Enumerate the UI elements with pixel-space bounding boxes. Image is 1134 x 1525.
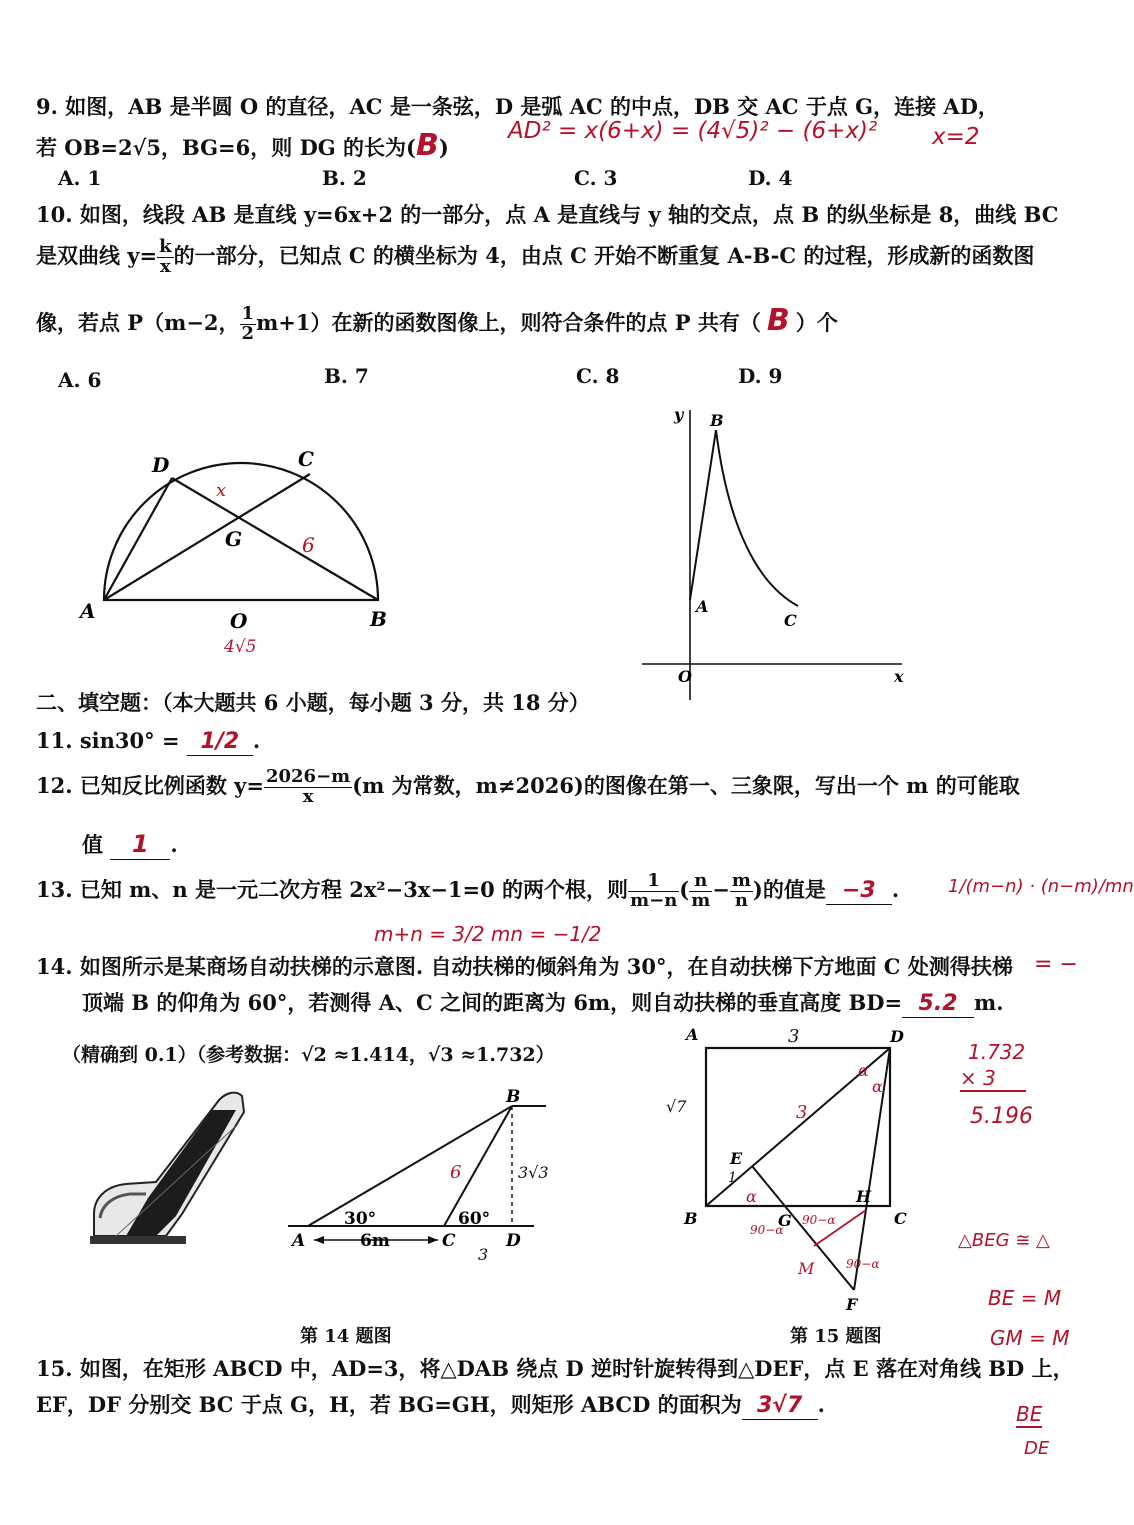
fig14-caption: 第 14 题图	[300, 1326, 392, 1347]
q10-line3	[36, 303, 838, 344]
fig15-hw-alpha-1: α	[858, 1061, 869, 1080]
fig14-hw-3root3: 3√3	[518, 1163, 549, 1182]
q9-option-d: D. 4	[748, 166, 793, 190]
q13-f2-bot: m	[691, 889, 711, 911]
fig15-label-a: A	[686, 1025, 699, 1044]
fig15-hw-m: M	[798, 1259, 815, 1278]
escalator-illustration	[86, 1086, 256, 1252]
q14-line2	[82, 990, 1004, 1018]
q10-answer-hw: B	[766, 303, 790, 338]
fig15-label-f: F	[846, 1295, 858, 1314]
q12-fraction	[264, 768, 352, 807]
q10-line3-b: m+1）在新的函数图像上，则符合条件的点 P 共有（	[256, 310, 761, 335]
segment-ac	[104, 474, 310, 600]
q15-end: .	[817, 1392, 825, 1417]
q12-answer-hw: 1	[131, 830, 149, 858]
q12-frac-bot: x	[302, 785, 314, 807]
q9-answer-hw: B	[415, 128, 439, 163]
q13-frac2	[689, 872, 712, 911]
fig9-label-g: G	[225, 527, 243, 551]
q13-f1-bot: m−n	[630, 889, 678, 911]
fig9-label-b: B	[370, 607, 387, 631]
fig9-hw-4root5: 4√5	[224, 637, 257, 657]
q14-line1: 14. 如图所示是某商场自动扶梯的示意图. 自动扶梯的倾斜角为 30°，在自动扶梯下方地面 C 处测得扶梯	[36, 954, 1013, 979]
q15-margin-hw-2: BE = M	[988, 1286, 1062, 1310]
fig10-label-c: C	[784, 611, 797, 630]
fig15-hw-3-top: 3	[788, 1026, 800, 1047]
q10-option-d: D. 9	[738, 364, 783, 388]
q14-line2-end: m.	[974, 990, 1004, 1015]
segment-ab	[690, 430, 716, 600]
fig15-hw-alpha-2: α	[872, 1077, 883, 1096]
q10-frac2-top: 1	[241, 303, 255, 325]
figure-q14-triangle	[284, 1086, 550, 1266]
q11-answer-hw: 1/2	[200, 729, 240, 754]
fig14-label-30: 30°	[344, 1209, 377, 1229]
q9-option-a: A. 1	[58, 166, 102, 190]
fig9-label-c: C	[298, 447, 314, 471]
escalator-steps	[126, 1110, 236, 1236]
q13-end: .	[891, 876, 900, 902]
q13-margin-hw: 1/(m−n) · (n−m)/mn	[948, 876, 1134, 897]
q14-answer-hw: 5.2	[918, 991, 958, 1016]
fig10-label-b: B	[710, 411, 724, 430]
fig15-hw-alpha-3: α	[746, 1187, 757, 1206]
q10-fraction-half	[240, 305, 257, 344]
q12-blank	[110, 830, 170, 860]
q14-calc-hw-1: 1.732	[968, 1040, 1026, 1064]
curve-bc	[716, 430, 798, 606]
q11-end: .	[252, 728, 261, 753]
fig15-label-h: H	[856, 1187, 872, 1206]
fig15-hw-90a-1: 90−α	[750, 1223, 784, 1237]
escalator-base	[90, 1236, 186, 1244]
fig15-hw-1: 1	[728, 1170, 737, 1186]
fig14-hw-6: 6	[450, 1162, 462, 1183]
figure-q9-semicircle	[70, 440, 430, 660]
fig9-hw-x: x	[216, 480, 227, 501]
q13-text-a: 13. 已知 m、n 是一元二次方程 2x²−3x−1=0 的两个根，则	[36, 876, 629, 902]
q15-line2	[36, 1392, 825, 1420]
q10-line2-a: 是双曲线 y=	[36, 242, 158, 268]
q12-line2	[82, 830, 178, 860]
fig14-label-6m: 6m	[360, 1231, 390, 1251]
fig15-hw-90a-2: 90−α	[802, 1213, 836, 1227]
figure-q15-rectangle	[660, 1020, 940, 1320]
q13-f3-bot: n	[734, 889, 748, 911]
q9-option-b: B. 2	[322, 166, 367, 190]
fig14-label-60: 60°	[458, 1209, 491, 1229]
q12-line1	[36, 768, 1020, 807]
q10-option-b: B. 7	[324, 364, 369, 388]
q15-line1: 15. 如图，在矩形 ABCD 中，AD=3，将△DAB 绕点 D 逆时针旋转得到△DEF，点 E 落在对角线 BD 上，	[36, 1356, 1074, 1381]
q11-text: 11. sin30° =	[36, 728, 180, 753]
q13-frac1	[628, 872, 679, 911]
q10-fraction-k-x	[157, 238, 173, 277]
fig15-hw-root7: √7	[666, 1097, 687, 1116]
fig14-hw-3: 3	[478, 1245, 489, 1264]
q15-margin-hw-4: BE	[1016, 1402, 1043, 1426]
q9-work-hw: AD² = x(6+x) = (4√5)² − (6+x)²	[508, 118, 878, 144]
q12-end: .	[170, 832, 178, 857]
q10-line1: 10. 如图，线段 AB 是直线 y=6x+2 的一部分，点 A 是直线与 y 轴的交点，点 B 的纵坐标是 8，曲线 BC	[36, 202, 1059, 227]
fig15-caption: 第 15 题图	[790, 1326, 882, 1347]
q12-line2-text: 值	[82, 832, 103, 857]
q15-margin-hw-3: GM = M	[990, 1326, 1070, 1350]
q11-blank	[187, 728, 253, 756]
q14-calc-hw-2: × 3	[960, 1066, 1026, 1092]
q15-line2-text: EF，DF 分别交 BC 于点 G，H，若 BG=GH，则矩形 ABCD 的面积为	[36, 1392, 742, 1417]
fig15-label-g: G	[778, 1211, 792, 1230]
fig10-label-o: O	[678, 667, 692, 686]
fig15-label-b: B	[684, 1209, 698, 1228]
q9-line2-text: 若 OB=2√5，BG=6，则 DG 的长为(	[36, 135, 416, 160]
q11-line	[36, 728, 260, 756]
q9-line2	[36, 128, 449, 164]
q14-margin-hw: = −	[1034, 952, 1078, 977]
arrow-right	[428, 1236, 438, 1244]
q9-work-hw2: x=2	[932, 124, 980, 150]
figure-q10-graph	[630, 400, 920, 700]
q13-f1-top: 1	[628, 872, 679, 892]
fig10-label-a: A	[696, 597, 709, 616]
q9-line1: 9. 如图，AB 是半圆 O 的直径，AC 是一条弦，D 是弧 AC 的中点，DB 交 AC 于点 G，连接 AD，	[36, 94, 999, 119]
section-2-heading: 二、填空题：（本大题共 6 小题，每小题 3 分，共 18 分）	[36, 690, 590, 715]
fig15-label-c: C	[894, 1209, 907, 1228]
q10-frac-bot: x	[159, 255, 171, 277]
q12-line1-a: 12. 已知反比例函数 y=	[36, 772, 264, 798]
q10-frac-top: k	[159, 236, 172, 257]
segment-ab-escalator	[308, 1106, 512, 1226]
fig14-label-b: B	[506, 1087, 521, 1107]
q13-text-b: 的值是	[762, 876, 826, 902]
q10-line3-a: 像，若点 P（m−2，	[36, 310, 240, 335]
q15-margin-hw-5: DE	[1024, 1438, 1050, 1459]
fig9-label-o: O	[230, 609, 248, 633]
q13-answer-hw: −3	[841, 877, 876, 903]
q13-line: 13. 已知 m、n 是一元二次方程 2x²−3x−1=0 的两个根，则 $\frac{1}{m-n}$ ( $\frac{n}{m}$ − $\frac{m}{n}$ )的值是 −3 .	[36, 870, 900, 911]
q13-blank	[826, 877, 892, 905]
q14-calc-hw-3: 5.196	[970, 1104, 1033, 1129]
q14-line2-text: 顶端 B 的仰角为 60°，若测得 A、C 之间的距离为 6m，则自动扶梯的垂直高度 BD=	[82, 990, 903, 1015]
fig15-hw-3-diag: 3	[796, 1102, 808, 1123]
fig9-label-d: D	[152, 453, 170, 477]
q13-f2-top: n	[689, 872, 712, 892]
fig9-label-a: A	[80, 599, 96, 623]
fig14-label-d: D	[506, 1231, 521, 1251]
fig10-label-x: x	[894, 667, 904, 686]
q10-frac2-bot: 2	[241, 323, 255, 344]
fig15-label-e: E	[730, 1149, 743, 1168]
q9-option-c: C. 3	[574, 166, 618, 190]
q15-answer-hw: 3√7	[757, 1393, 803, 1418]
q10-option-a: A. 6	[58, 368, 102, 392]
q10-line2	[36, 238, 1034, 277]
q10-line2-b: 的一部分，已知点 C 的横坐标为 4，由点 C 开始不断重复 A-B-C 的过程，形成新的函数图	[173, 242, 1035, 268]
q15-blank	[742, 1392, 818, 1420]
q14-blank	[902, 990, 974, 1018]
fig15-label-d: D	[890, 1027, 904, 1046]
fig14-label-c: C	[442, 1231, 456, 1251]
fig14-label-a: A	[292, 1231, 306, 1251]
q13-f3-top: m	[731, 870, 751, 891]
q12-frac-top: 2026−m	[265, 766, 351, 787]
fig9-hw-6: 6	[302, 533, 315, 557]
q14-line3: （精确到 0.1）（参考数据：√2 ≈1.414，√3 ≈1.732）	[62, 1044, 555, 1066]
q13-work-hw: m+n = 3/2 mn = −1/2	[374, 922, 602, 946]
arrow-left	[314, 1236, 324, 1244]
segment-ad	[104, 478, 172, 600]
q12-line1-b: (m 为常数，m≠2026)的图像在第一、三象限，写出一个 m 的可能取	[352, 772, 1020, 798]
q10-option-c: C. 8	[576, 364, 620, 388]
q13-frac3	[730, 872, 753, 911]
q10-line3-c: ）个	[795, 310, 838, 335]
fig10-label-y: y	[674, 405, 684, 424]
q9-line2-end: )	[438, 135, 449, 160]
fig15-hw-90a-3: 90−α	[846, 1257, 880, 1271]
q15-margin-hw-1: △BEG ≅ △	[958, 1230, 1050, 1251]
